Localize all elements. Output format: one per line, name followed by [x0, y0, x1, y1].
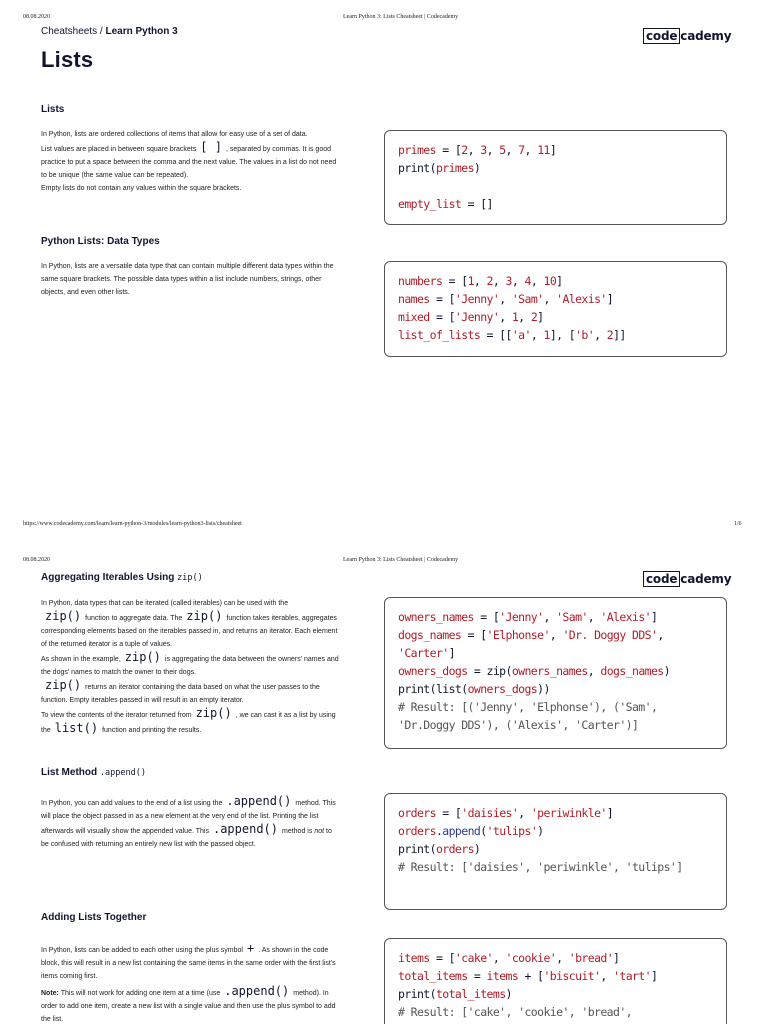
breadcrumb-course[interactable]: Learn Python 3: [105, 26, 178, 37]
inline-code: .append(): [224, 984, 290, 998]
code-line: primes = [2, 3, 5, 7, 11]: [398, 143, 557, 157]
paragraph: [41, 795, 341, 851]
paragraph: [41, 679, 341, 707]
code-line: dogs_names = ['Elphonse', 'Dr. Doggy DDS', 'Carter']: [398, 628, 670, 660]
code-line: orders = ['daisies', 'periwinkle']: [398, 806, 614, 820]
code-line: empty_list = []: [398, 197, 493, 211]
inline-code: zip(): [186, 609, 223, 623]
code-comment: # Result: [('Jenny', 'Elphonse'), ('Sam', 'Dr.Doggy DDS'), ('Alexis', 'Carter')]: [398, 700, 664, 732]
code-block-append[interactable]: [384, 793, 727, 910]
inline-code: +: [246, 941, 255, 955]
section-data-types-text: [41, 260, 339, 299]
code-block-data-types[interactable]: [384, 261, 727, 357]
section-adding-lists-text: [41, 942, 341, 1024]
logo-cademy: cademy: [680, 29, 732, 43]
section-heading-adding-lists: Adding Lists Together: [41, 912, 147, 923]
paragraph: [41, 597, 341, 651]
text: method. This will place the object passed in as a new element at the very end of the list. Printing the list afterwards will visually show the appended value. This: [41, 800, 336, 835]
code-comment: # Result: ['daisies', 'periwinkle', 'tulips']: [398, 860, 683, 874]
paragraph: [41, 651, 341, 679]
code-line: items = ['cake', 'cookie', 'bread']: [398, 951, 620, 965]
code-line: list_of_lists = [['a', 1], ['b', 2]]: [398, 328, 626, 342]
heading-code: zip(): [177, 573, 203, 583]
text: is aggregating the data between the owners' names and the dogs' names to match the owner to their dogs.: [41, 656, 339, 676]
page-title: Lists: [41, 47, 94, 72]
text: This will not work for adding one item at a time (use: [60, 990, 221, 997]
text: List values are placed in between square brackets: [41, 146, 197, 153]
code-line: print(list(owners_dogs)): [398, 682, 550, 696]
heading-code: .append(): [99, 768, 146, 778]
text: function takes iterables, aggregates corresponding elements based on the iterables passed in, and returns an iterator. Each element of the returned iterator is a tuple of values.: [41, 615, 338, 648]
footer-url[interactable]: https://www.codecademy.com/learn/learn-python-3/modules/learn-python3-lists/cheatsheet: [23, 521, 242, 527]
codecademy-logo[interactable]: [643, 28, 731, 44]
code-line: orders.append('tulips'): [398, 824, 544, 838]
text: function to aggregate data. The: [85, 615, 183, 622]
section-heading-zip: [41, 572, 203, 583]
emphasis: not: [314, 828, 325, 835]
text: to be confused with returning an entirely new list with the passed object.: [41, 828, 332, 848]
code-line: owners_names = ['Jenny', 'Sam', 'Alexis']: [398, 610, 658, 624]
paragraph: [41, 707, 341, 737]
code-line: owners_dogs = zip(owners_names, dogs_names): [398, 664, 670, 678]
inline-code: zip(): [124, 650, 161, 664]
text: . As shown in the code block, this will result in a new list containing the same items in the same order with the first list's items coming first.: [41, 947, 336, 980]
code-block-zip[interactable]: [384, 597, 727, 749]
code-block-adding-lists[interactable]: [384, 938, 727, 1024]
section-heading-lists: Lists: [41, 104, 65, 115]
code-line: mixed = ['Jenny', 1, 2]: [398, 310, 544, 324]
text: , we can cast it as a list by using the: [41, 712, 336, 734]
paragraph: [41, 942, 341, 983]
code-comment: # Result: ['cake', 'cookie', 'bread',: [398, 1005, 632, 1019]
text: method is: [282, 828, 313, 835]
logo-code-box: code: [643, 571, 680, 587]
section-zip-text: [41, 597, 341, 737]
code-block-lists[interactable]: [384, 130, 727, 225]
inline-code: zip(): [45, 609, 82, 623]
print-title: Learn Python 3: Lists Cheatsheet | Codecademy: [343, 557, 459, 563]
code-line: numbers = [1, 2, 3, 4, 10]: [398, 274, 563, 288]
breadcrumb-prefix[interactable]: Cheatsheets /: [41, 26, 106, 37]
code-line: total_items = items + ['biscuit', 'tart']: [398, 969, 658, 983]
logo-cademy: cademy: [680, 572, 732, 586]
text: To view the contents of the iterator returned from: [41, 712, 192, 719]
logo-code-box: code: [643, 28, 680, 44]
inline-code: zip(): [195, 706, 232, 720]
section-heading-data-types: Python Lists: Data Types: [41, 236, 160, 247]
inline-code: .append(): [226, 794, 292, 808]
code-line: names = ['Jenny', 'Sam', 'Alexis']: [398, 292, 614, 306]
text: method). In order to add one item, create a new list with a single value and then use the plus symbol to add the list.: [41, 990, 336, 1023]
text: In Python, data types that can be iterated (called iterables) can be used with the: [41, 600, 289, 607]
footer-page-number: 1/6: [734, 521, 742, 527]
breadcrumb: [41, 26, 178, 37]
print-title: Learn Python 3: Lists Cheatsheet | Codecademy: [343, 14, 459, 20]
section-append-text: [41, 795, 341, 851]
inline-code: [ ]: [200, 140, 222, 154]
text: In Python, you can add values to the end of a list using the: [41, 800, 223, 807]
text: As shown in the example,: [41, 656, 121, 663]
paragraph: Empty lists do not contain any values within the square brackets.: [41, 185, 242, 192]
text: , separated by commas. It is good practice to put a space between the comma and the next value. The values in a list do not need to be unique (the same value can be repeated).: [41, 146, 337, 179]
inline-code: .append(): [212, 822, 278, 836]
note-label: Note:: [41, 990, 59, 997]
text: In Python, lists can be added to each other using the plus symbol: [41, 947, 243, 954]
section-lists-text: [41, 128, 339, 195]
paragraph: [41, 985, 341, 1024]
codecademy-logo[interactable]: [643, 571, 731, 587]
code-line: print(primes): [398, 161, 481, 175]
inline-code: zip(): [45, 678, 82, 692]
text: returns an iterator containing the data based on what the user passes to the function. Empty iterables passed in will result in an empty iterator.: [41, 684, 320, 704]
code-line: print(orders): [398, 842, 481, 856]
heading-text: List Method: [41, 767, 100, 778]
text: function and printing the results.: [102, 727, 202, 734]
paragraph: [41, 141, 339, 182]
heading-text: Aggregating Iterables Using: [41, 572, 178, 583]
print-date: 08.08.2020: [23, 14, 50, 20]
paragraph: In Python, lists are a versatile data type that can contain multiple different data types within the same square brackets. The possible data types within a list include numbers, strings, other objects, and even other lists.: [41, 263, 334, 296]
inline-code: list(): [54, 721, 99, 735]
paragraph: In Python, lists are ordered collections of items that allow for easy use of a set of data.: [41, 131, 308, 138]
print-date: 08.08.2020: [23, 557, 50, 563]
section-heading-append: [41, 767, 146, 778]
code-line: print(total_items): [398, 987, 512, 1001]
